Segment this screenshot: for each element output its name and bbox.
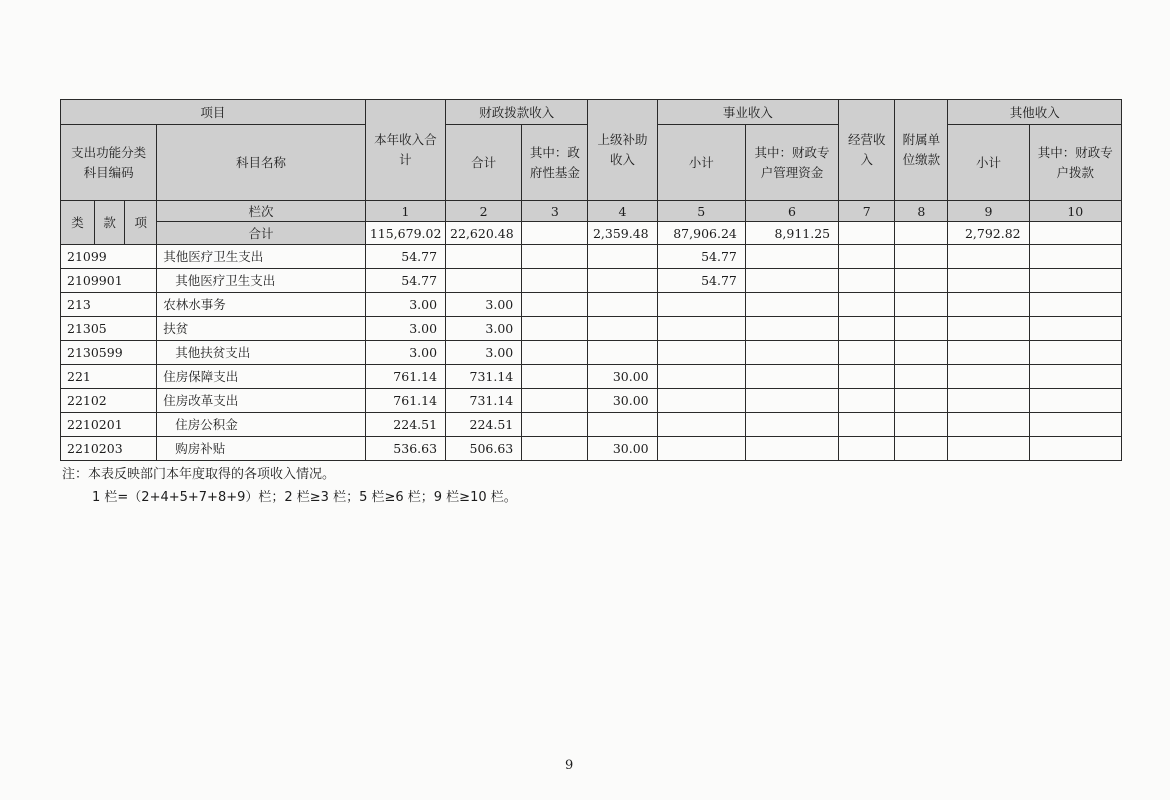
header-affiliated-payment: 附属单位缴款 [895,100,948,201]
value-cell: 54.77 [657,269,745,293]
value-cell: 3.00 [446,293,522,317]
col-number: 7 [839,201,895,222]
table-row [61,413,1122,437]
table-row [61,389,1122,413]
value-cell: 731.14 [446,389,522,413]
value-cell [745,293,838,317]
value-cell: 54.77 [657,245,745,269]
col-number: 3 [522,201,588,222]
total-cell: 22,620.48 [446,222,522,245]
value-cell [948,413,1029,437]
subject-code: 21099 [61,245,157,269]
value-cell: 30.00 [588,365,657,389]
col-number: 8 [895,201,948,222]
value-cell [839,437,895,461]
page-number: 9 [565,758,574,773]
value-cell [657,365,745,389]
col-number: 1 [365,201,445,222]
total-cell: 87,906.24 [657,222,745,245]
value-cell [839,413,895,437]
value-cell: 3.00 [365,341,445,365]
value-cell [1029,365,1121,389]
value-cell [588,245,657,269]
subject-name: 购房补贴 [157,437,366,461]
value-cell [1029,413,1121,437]
value-cell [522,269,588,293]
value-cell [839,293,895,317]
note-line-2: 1 栏=（2+4+5+7+8+9）栏；2 栏≥3 栏；5 栏≥6 栏；9 栏≥10 栏。 [92,490,517,505]
value-cell [588,317,657,341]
value-cell [745,413,838,437]
table-body [61,245,1122,461]
subject-name: 其他医疗卫生支出 [157,245,366,269]
subject-code: 21305 [61,317,157,341]
value-cell: 30.00 [588,389,657,413]
value-cell: 54.77 [365,245,445,269]
value-cell [948,317,1029,341]
value-cell [657,317,745,341]
value-cell [948,245,1029,269]
value-cell [948,389,1029,413]
subject-code: 221 [61,365,157,389]
value-cell [1029,269,1121,293]
subject-name: 扶贫 [157,317,366,341]
value-cell [446,245,522,269]
col-number: 4 [588,201,657,222]
value-cell [839,389,895,413]
value-cell: 3.00 [446,341,522,365]
header-business-subtotal: 小计 [657,125,745,201]
subject-name: 住房保障支出 [157,365,366,389]
value-cell [745,389,838,413]
header-subject-code: 支出功能分类科目编码 [61,125,157,201]
value-cell: 3.00 [365,317,445,341]
subject-name: 住房公积金 [157,413,366,437]
header-fiscal-allocation: 财政拨款收入 [446,100,588,125]
value-cell [657,437,745,461]
value-cell: 54.77 [365,269,445,293]
value-cell: 731.14 [446,365,522,389]
value-cell [588,269,657,293]
header-other-subtotal: 小计 [948,125,1029,201]
value-cell [522,341,588,365]
total-cell: 2,792.82 [948,222,1029,245]
table-row [61,341,1122,365]
value-cell: 30.00 [588,437,657,461]
value-cell [895,293,948,317]
value-cell [895,245,948,269]
value-cell [657,293,745,317]
value-cell [522,413,588,437]
col-number: 9 [948,201,1029,222]
value-cell [588,413,657,437]
value-cell [657,413,745,437]
value-cell [588,341,657,365]
note-line-1: 注：本表反映部门本年度取得的各项收入情况。 [62,467,336,482]
table-row [61,269,1122,293]
value-cell [839,317,895,341]
total-cell: 2,359.48 [588,222,657,245]
value-cell [588,293,657,317]
income-table [60,99,1122,461]
value-cell [1029,293,1121,317]
header-business-income: 事业收入 [657,100,839,125]
value-cell [522,365,588,389]
value-cell [745,365,838,389]
total-cell: 115,679.02 [365,222,445,245]
header-superior-subsidy: 上级补助收入 [588,100,657,201]
value-cell [948,365,1029,389]
subject-code: 213 [61,293,157,317]
header-fiscal-total: 合计 [446,125,522,201]
value-cell [522,293,588,317]
value-cell [745,341,838,365]
value-cell [1029,437,1121,461]
table-row [61,317,1122,341]
value-cell [522,317,588,341]
value-cell [1029,341,1121,365]
total-cell [839,222,895,245]
header-operating-income: 经营收入 [839,100,895,201]
value-cell [948,269,1029,293]
value-cell [657,389,745,413]
value-cell [895,269,948,293]
table-row [61,245,1122,269]
table-row [61,437,1122,461]
header-item: 项目 [61,100,366,125]
value-cell [895,341,948,365]
value-cell [1029,317,1121,341]
value-cell [895,317,948,341]
total-cell: 8,911.25 [745,222,838,245]
value-cell [745,437,838,461]
total-cell [522,222,588,245]
header-other-income: 其他收入 [948,100,1122,125]
header-sub-item: 项 [125,201,157,245]
value-cell [839,341,895,365]
value-cell [745,317,838,341]
col-number: 2 [446,201,522,222]
value-cell [1029,389,1121,413]
value-cell [895,413,948,437]
value-cell [522,389,588,413]
value-cell: 536.63 [365,437,445,461]
value-cell [948,341,1029,365]
value-cell: 761.14 [365,365,445,389]
subject-name: 其他医疗卫生支出 [157,269,366,293]
value-cell [948,437,1029,461]
subject-name: 其他扶贫支出 [157,341,366,365]
total-label: 合计 [157,222,366,245]
value-cell: 224.51 [446,413,522,437]
subject-code: 2210201 [61,413,157,437]
header-special-account-allocation: 其中：财政专户拨款 [1029,125,1121,201]
value-cell: 224.51 [365,413,445,437]
value-cell [657,341,745,365]
value-cell [522,245,588,269]
value-cell [895,365,948,389]
value-cell [446,269,522,293]
value-cell [745,245,838,269]
subject-code: 2210203 [61,437,157,461]
value-cell: 506.63 [446,437,522,461]
subject-code: 2109901 [61,269,157,293]
header-government-fund: 其中：政府性基金 [522,125,588,201]
col-number: 5 [657,201,745,222]
subject-name: 住房改革支出 [157,389,366,413]
value-cell [839,245,895,269]
col-number: 6 [745,201,838,222]
header-subject-name: 科目名称 [157,125,366,201]
value-cell: 3.00 [446,317,522,341]
total-cell [1029,222,1121,245]
value-cell [895,437,948,461]
value-cell [895,389,948,413]
value-cell: 761.14 [365,389,445,413]
value-cell [948,293,1029,317]
header-column-index: 栏次 [157,201,366,222]
subject-code: 22102 [61,389,157,413]
value-cell [522,437,588,461]
header-section: 款 [95,201,125,245]
value-cell [1029,245,1121,269]
total-cell [895,222,948,245]
subject-name: 农林水事务 [157,293,366,317]
value-cell: 3.00 [365,293,445,317]
subject-code: 2130599 [61,341,157,365]
header-special-account-fund: 其中：财政专户管理资金 [745,125,838,201]
value-cell [745,269,838,293]
value-cell [839,365,895,389]
value-cell [839,269,895,293]
header-annual-income: 本年收入合计 [365,100,445,201]
header-category: 类 [61,201,95,245]
col-number: 10 [1029,201,1121,222]
table-row [61,293,1122,317]
table-row [61,365,1122,389]
